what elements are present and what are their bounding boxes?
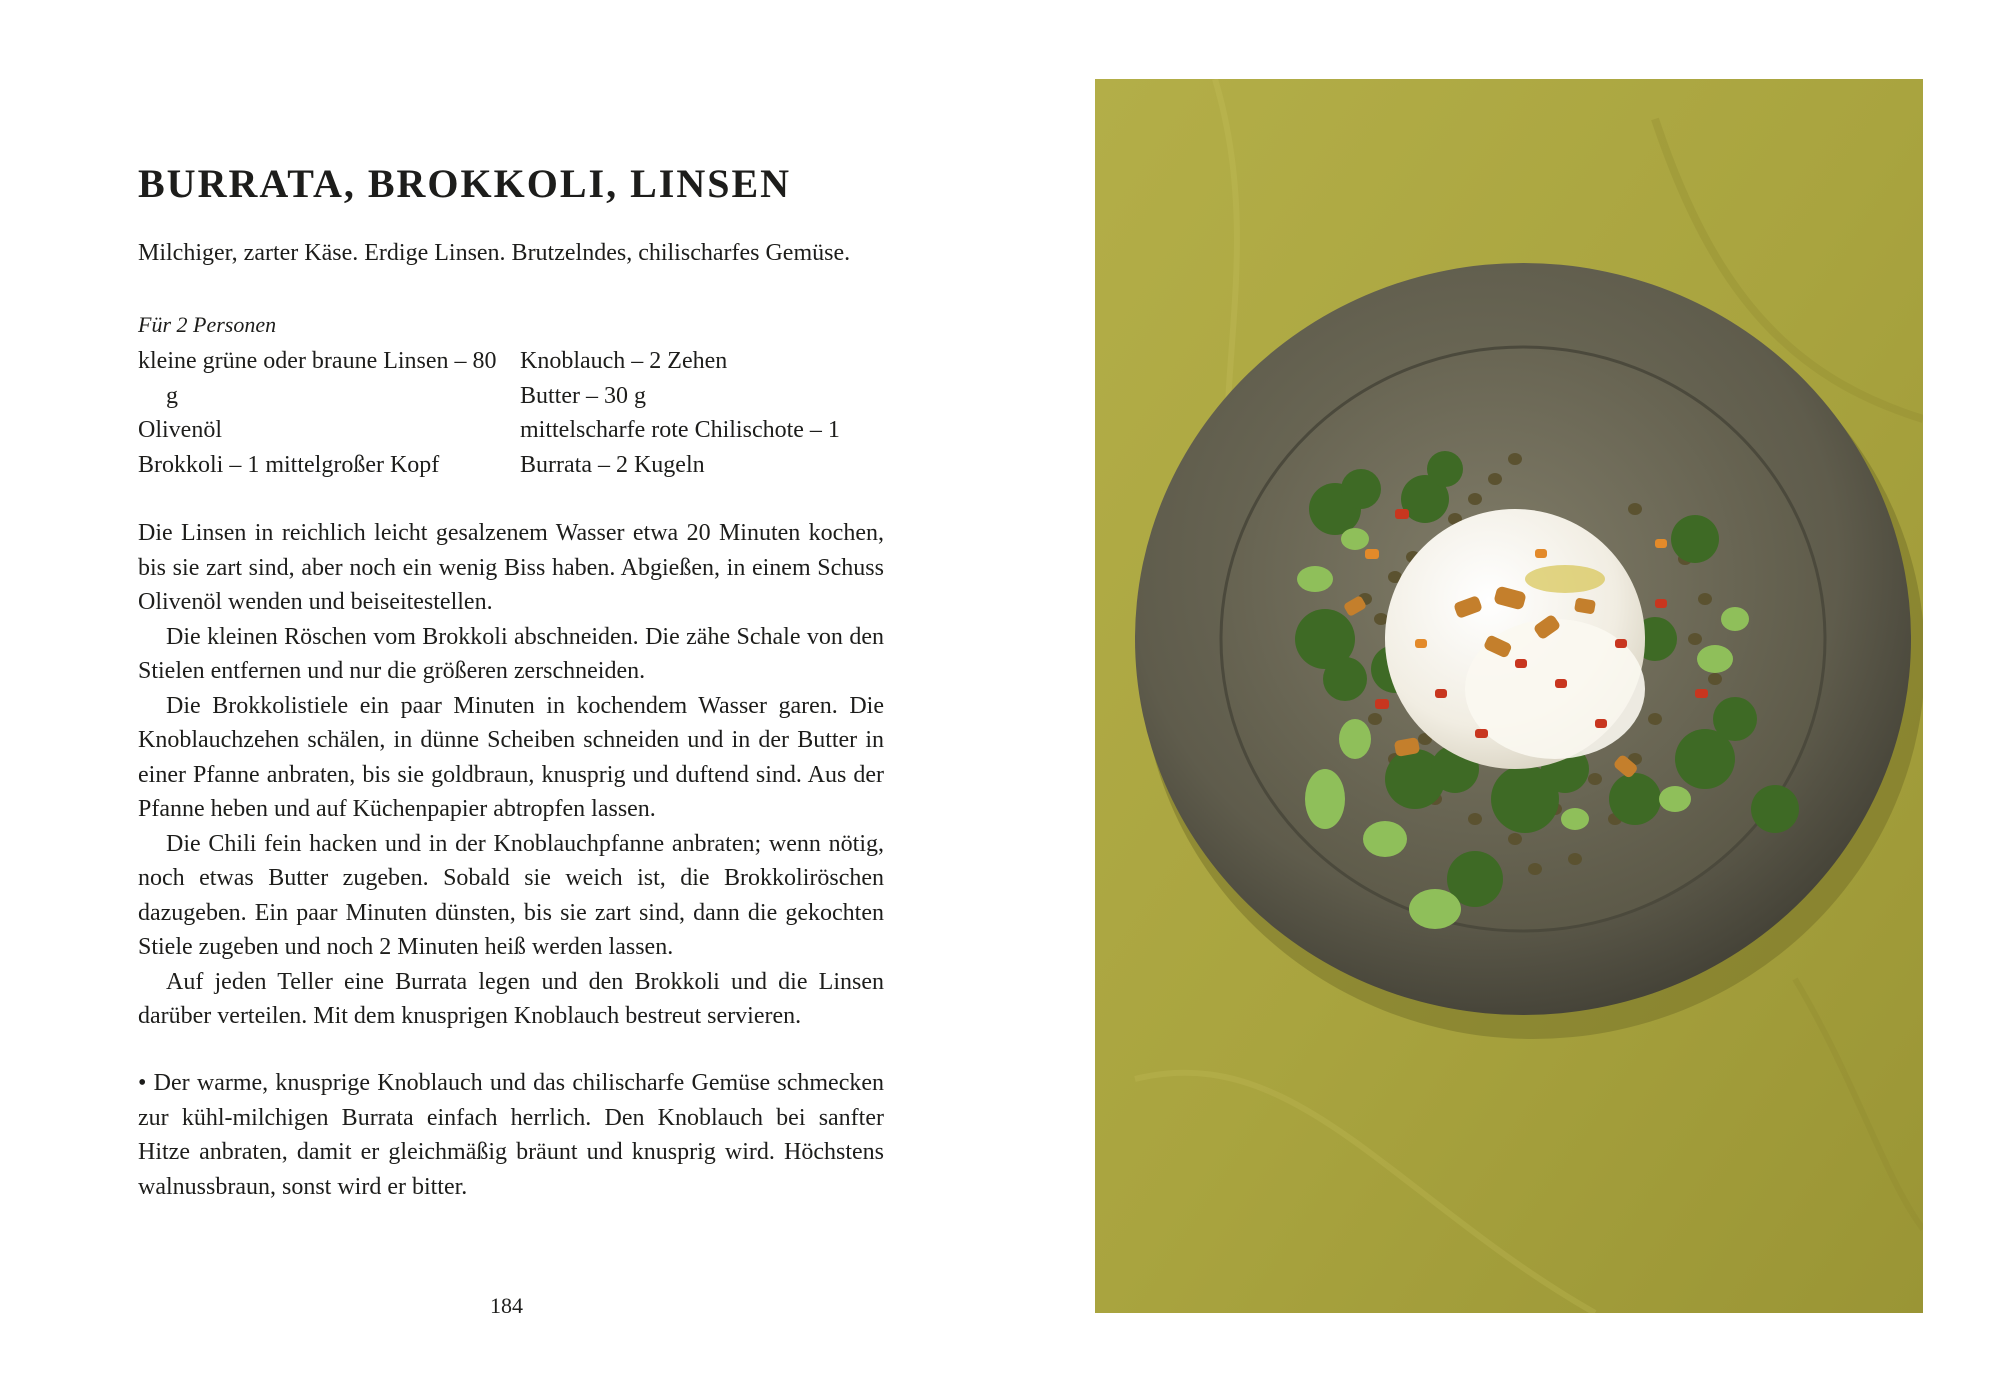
method-step: Auf jeden Teller eine Burrata legen und den Brokkoli und die Linsen darüber verteilen. Mit dem knusprigen Knoblauch bestreut servieren.: [138, 968, 884, 1029]
recipe-intro: Milchiger, zarter Käse. Erdige Linsen. Brutzelndes, chilischarfes Gemüse.: [138, 240, 851, 266]
ingredient-item: Butter – 30 g: [520, 382, 646, 409]
ingredient-item: Brokkoli – 1 mittelgroßer Kopf: [138, 451, 440, 478]
recipe-tip: • Der warme, knusprige Knoblauch und das chilischarfe Gemüse schmecken zur kühl-milchigen Burrata einfach herrlich. Den Knoblauch bei sanfter Hitze anbraten, damit er gleichmäßig bräunt und knusprig wird. Höchstens walnussbraun, sonst wird er bitter.: [138, 1070, 884, 1200]
ingredient-item: Knoblauch – 2 Zehen: [520, 348, 728, 374]
page-number: 184: [490, 1293, 523, 1318]
method-step: Die Brokkolistiele ein paar Minuten in kochendem Wasser garen. Die Knoblauchzehen schälen, in dünne Scheiben schneiden und in der Butter in einer Pfanne anbraten, bis sie goldbraun, knusprig und duftend sind. Aus der Pfanne heben und auf Küchenpapier abtropfen lassen.: [138, 692, 884, 822]
servings-label: Für 2 Personen: [138, 312, 277, 337]
method-step: Die Linsen in reichlich leicht gesalzenem Wasser etwa 20 Minuten kochen, bis sie zart sind, aber noch ein wenig Biss haben. Abgießen, in einem Schuss Olivenöl wenden und beiseitestellen.: [138, 520, 884, 615]
olive-oil-sheen: [1525, 565, 1605, 593]
method-step: Die Chili fein hacken und in der Knoblauchpfanne anbraten; wenn nötig, noch etwas Butter zugeben. Sobald sie weich ist, die Brokkoliröschen dazugeben. Ein paar Minuten dünsten, bis sie zart sind, dann die gekochten Stiele zugeben und noch 2 Minuten heiß werden lassen.: [138, 830, 884, 960]
food-photo: [1095, 79, 1923, 1313]
ingredient-item: Olivenöl: [138, 417, 222, 443]
ingredients-list-right: [520, 344, 900, 482]
recipe-title: BURRATA, BROKKOLI, LINSEN: [138, 161, 792, 206]
food-photo-illustration: [1095, 79, 1923, 1313]
method-step: Die kleinen Röschen vom Brokkoli abschneiden. Die zähe Schale von den Stielen entfernen und nur die größeren zerschneiden.: [138, 623, 884, 684]
ingredient-item: mittelscharfe rote Chilischote – 1: [520, 417, 840, 443]
method-text: [138, 516, 884, 1034]
ingredients-list-left: [138, 344, 508, 482]
ingredient-item: kleine grüne oder braune Linsen – 80 g: [138, 348, 497, 409]
ingredient-item: Burrata – 2 Kugeln: [520, 451, 705, 478]
